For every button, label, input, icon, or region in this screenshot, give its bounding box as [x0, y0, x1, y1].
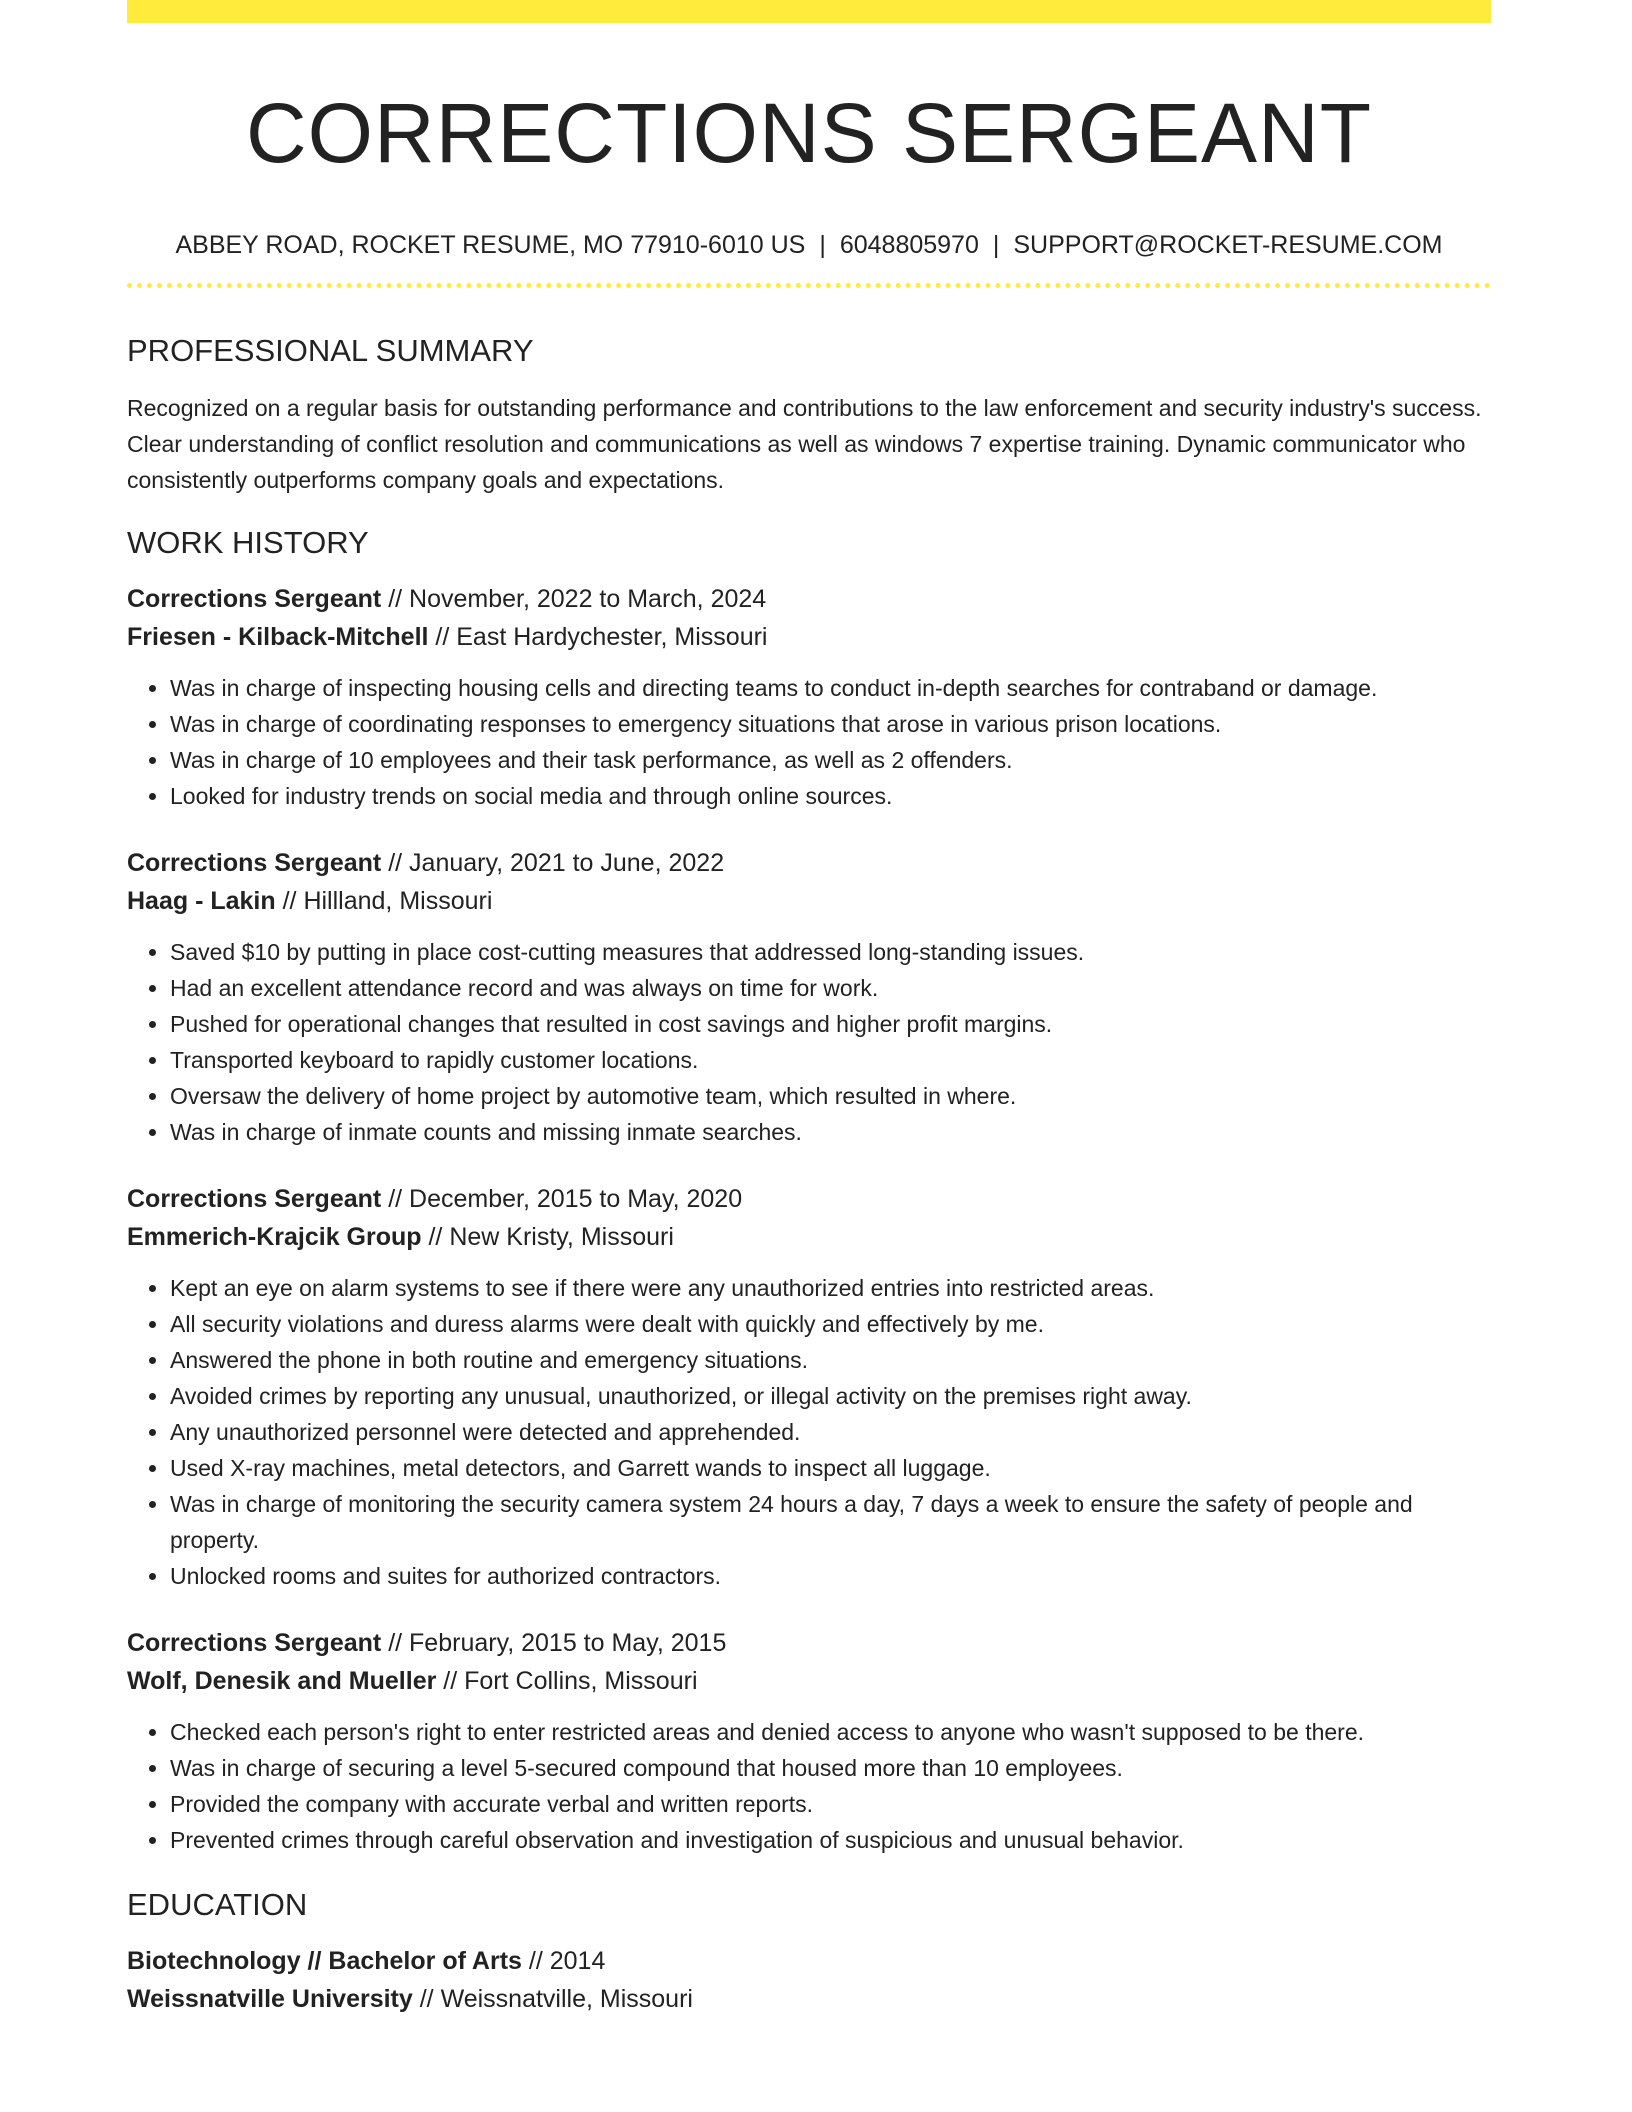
- education-degree-line: [127, 1942, 1491, 1980]
- job-bullet: • Was in charge of monitoring the security camera system 24 hours a day, 7 days a week to ensure the safety of people and property.: [170, 1486, 1491, 1558]
- job-bullet: • Was in charge of securing a level 5-secured compound that housed more than 10 employees.: [170, 1750, 1491, 1786]
- job-location: // Hillland, Missouri: [282, 887, 493, 915]
- job-bullet: • Was in charge of coordinating responses to emergency situations that arose in various prison locations.: [170, 706, 1491, 742]
- education-degree: Biotechnology // Bachelor of Arts: [127, 1947, 522, 1975]
- education-location: // Weissnatville, Missouri: [419, 1985, 693, 2013]
- job-company-line: [127, 618, 1491, 656]
- job-bullets: [127, 670, 1491, 814]
- job-title: Corrections Sergeant: [127, 849, 382, 877]
- contact-address: ABBEY ROAD, ROCKET RESUME, MO 77910-6010 US: [175, 231, 806, 259]
- job-title-line: [127, 844, 1491, 882]
- education-year: // 2014: [528, 1947, 606, 1975]
- job-entry: [127, 1180, 1491, 1594]
- job-company: Haag - Lakin: [127, 887, 276, 915]
- job-bullet: • Avoided crimes by reporting any unusual, unauthorized, or illegal activity on the premises right away.: [170, 1378, 1491, 1414]
- job-bullet: • Saved $10 by putting in place cost-cutting measures that addressed long-standing issues.: [170, 934, 1491, 970]
- job-bullet: • Transported keyboard to rapidly customer locations.: [170, 1042, 1491, 1078]
- job-bullet: • Looked for industry trends on social media and through online sources.: [170, 778, 1491, 814]
- job-company: Emmerich-Krajcik Group: [127, 1223, 422, 1251]
- job-bullets: [127, 1714, 1491, 1858]
- job-bullet: • Prevented crimes through careful observation and investigation of suspicious and unusual behavior.: [170, 1822, 1491, 1858]
- job-entry: [127, 1624, 1491, 1858]
- summary-text: Recognized on a regular basis for outstanding performance and contributions to the law enforcement and security industry's success. Clear understanding of conflict resolution and communications as well as windows 7 expertise training. Dynamic communicator who consistently outperforms company goals and expectations.: [127, 395, 1482, 493]
- job-dates: // January, 2021 to June, 2022: [388, 849, 725, 877]
- job-entry: [127, 580, 1491, 814]
- contact-separator: |: [992, 231, 1000, 259]
- resume-title: CORRECTIONS SERGEANT: [245, 86, 1373, 180]
- contact-separator: |: [819, 231, 826, 259]
- education-school-line: [127, 1980, 1491, 2018]
- job-bullet: • Had an excellent attendance record and was always on time for work.: [170, 970, 1491, 1006]
- job-company-line: [127, 882, 1491, 920]
- work-history-heading: WORK HISTORY: [127, 525, 369, 560]
- contact-email: SUPPORT@ROCKET-RESUME.COM: [1013, 231, 1443, 259]
- education-school: Weissnatville University: [127, 1985, 413, 2013]
- job-location: // New Kristy, Missouri: [428, 1223, 674, 1251]
- job-title: Corrections Sergeant: [127, 1629, 382, 1657]
- job-bullet: • Was in charge of inmate counts and missing inmate searches.: [170, 1114, 1491, 1150]
- job-location: // East Hardychester, Missouri: [435, 623, 768, 651]
- job-dates: // February, 2015 to May, 2015: [388, 1629, 727, 1657]
- job-company-line: [127, 1662, 1491, 1700]
- contact-line: [127, 230, 1491, 260]
- job-title-line: [127, 1624, 1491, 1662]
- job-bullet: • Any unauthorized personnel were detected and apprehended.: [170, 1414, 1491, 1450]
- job-bullets: [127, 934, 1491, 1150]
- dotted-divider: [127, 283, 1491, 288]
- summary-heading: PROFESSIONAL SUMMARY: [127, 333, 534, 368]
- job-bullet: • Used X-ray machines, metal detectors, and Garrett wands to inspect all luggage.: [170, 1450, 1491, 1486]
- job-title-line: [127, 580, 1491, 618]
- job-bullet: • Kept an eye on alarm systems to see if there were any unauthorized entries into restricted areas.: [170, 1270, 1491, 1306]
- job-bullet: • Provided the company with accurate verbal and written reports.: [170, 1786, 1491, 1822]
- job-title: Corrections Sergeant: [127, 1185, 382, 1213]
- job-bullet: • Unlocked rooms and suites for authorized contractors.: [170, 1558, 1491, 1594]
- job-company: Friesen - Kilback-Mitchell: [127, 623, 429, 651]
- job-title-line: [127, 1180, 1491, 1218]
- job-entry: [127, 844, 1491, 1150]
- resume-content: [127, 0, 1491, 2018]
- job-bullet: • Checked each person's right to enter restricted areas and denied access to anyone who wasn't supposed to be there.: [170, 1714, 1491, 1750]
- job-title: Corrections Sergeant: [127, 585, 382, 613]
- job-dates: // November, 2022 to March, 2024: [388, 585, 767, 613]
- job-bullet: • Was in charge of 10 employees and their task performance, as well as 2 offenders.: [170, 742, 1491, 778]
- job-bullet: • Was in charge of inspecting housing cells and directing teams to conduct in-depth searches for contraband or damage.: [170, 670, 1491, 706]
- job-bullet: • All security violations and duress alarms were dealt with quickly and effectively by me.: [170, 1306, 1491, 1342]
- job-bullets: [127, 1270, 1491, 1594]
- contact-phone: 6048805970: [839, 231, 979, 259]
- job-company: Wolf, Denesik and Mueller: [127, 1667, 437, 1695]
- education-heading: EDUCATION: [127, 1887, 308, 1922]
- job-location: // Fort Collins, Missouri: [443, 1667, 698, 1695]
- job-company-line: [127, 1218, 1491, 1256]
- job-bullet: • Oversaw the delivery of home project by automotive team, which resulted in where.: [170, 1078, 1491, 1114]
- job-bullet: • Answered the phone in both routine and emergency situations.: [170, 1342, 1491, 1378]
- job-bullet: • Pushed for operational changes that resulted in cost savings and higher profit margins.: [170, 1006, 1491, 1042]
- job-dates: // December, 2015 to May, 2020: [388, 1185, 743, 1213]
